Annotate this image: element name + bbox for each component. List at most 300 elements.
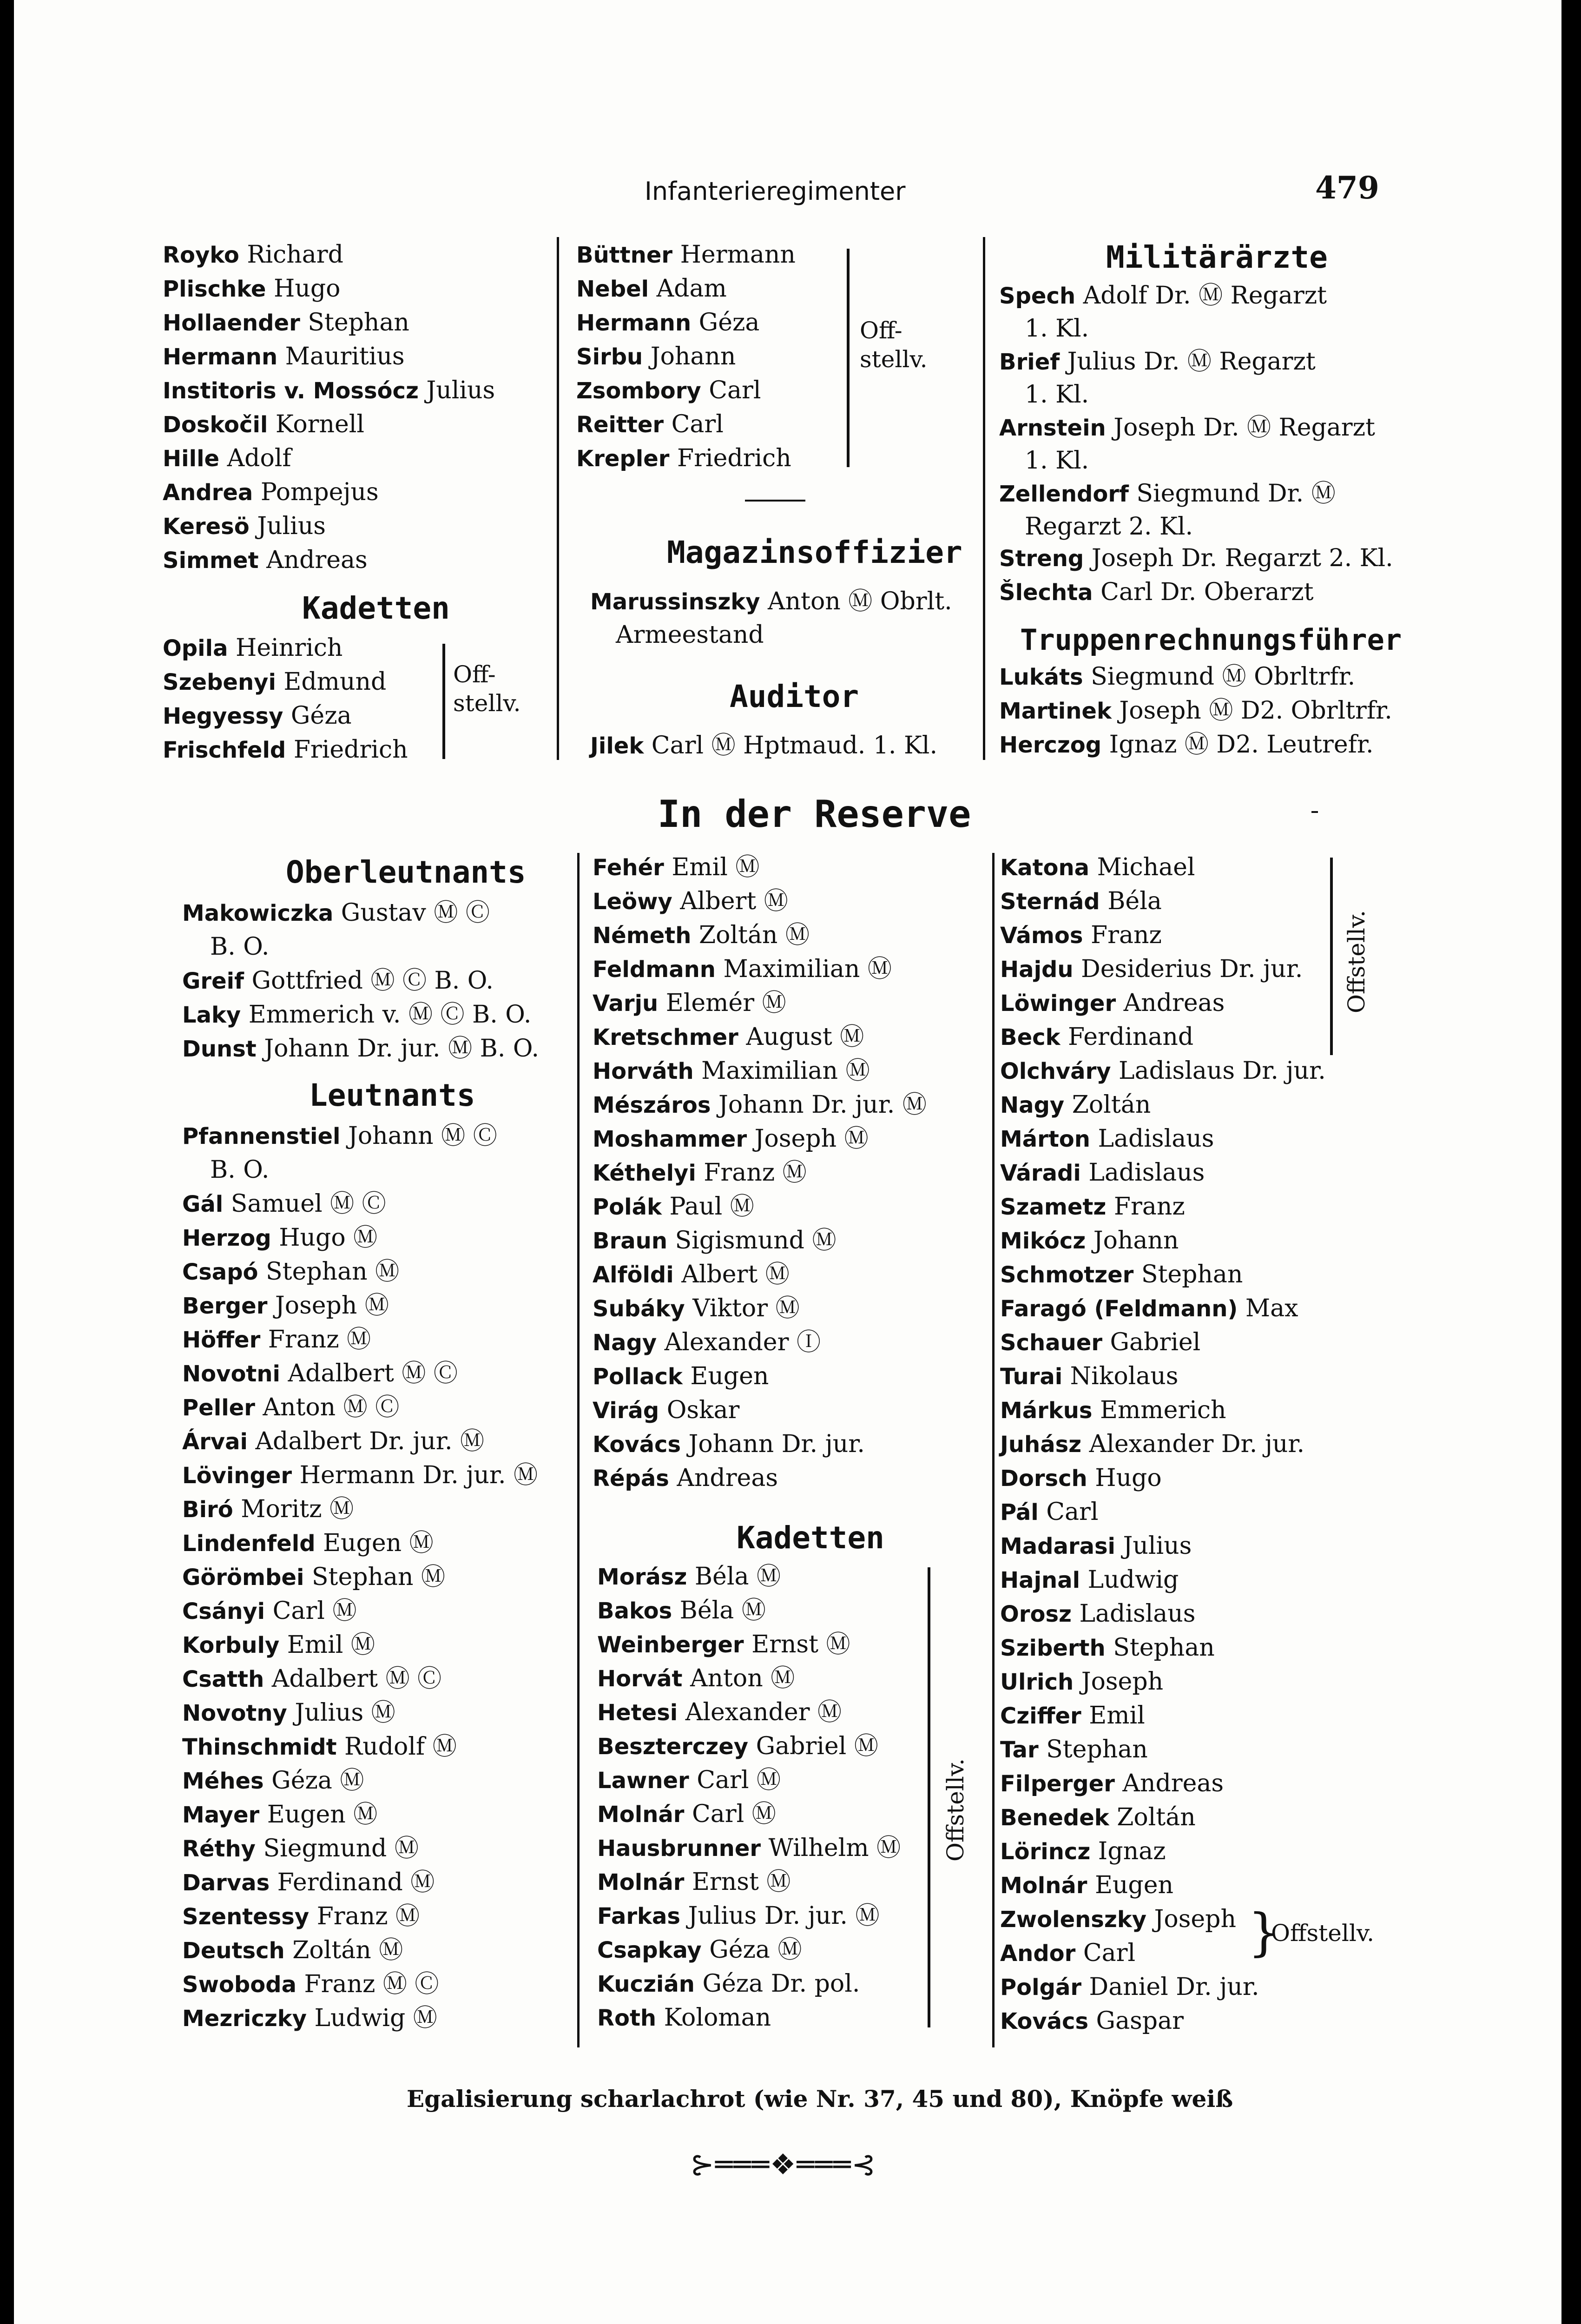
surname: Schauer <box>1000 1330 1102 1356</box>
bottom-group-note: Offstellv. <box>1271 1920 1375 1947</box>
list-item <box>1000 918 1162 952</box>
surname: Filperger <box>1000 1771 1115 1797</box>
given-name: Joseph Ⓜ <box>747 1125 869 1153</box>
doctor-surname: Arnstein <box>999 415 1106 441</box>
truppen-heading: Truppenrechnungsführer <box>1020 623 1402 657</box>
given-name: Gustav Ⓜ Ⓒ <box>333 899 490 927</box>
list-item <box>182 1560 445 1594</box>
surname: Hetesi <box>597 1700 678 1726</box>
list-item <box>182 1492 354 1526</box>
given-name: Stephan Ⓜ <box>258 1258 400 1286</box>
doctor-entry <box>999 345 1316 379</box>
surname: Lövinger <box>182 1463 292 1489</box>
surname: Bakos <box>597 1598 672 1624</box>
list-item <box>597 1628 850 1662</box>
given-name: Friedrich <box>286 736 408 764</box>
list-item <box>163 306 409 340</box>
list-item <box>597 1933 802 1967</box>
given-name: Andreas <box>1114 1769 1224 1797</box>
list-item <box>1000 1360 1178 1393</box>
kadetten-list-col1 <box>163 631 441 771</box>
given-name: Friedrich <box>669 444 791 472</box>
surname: Molnár <box>597 1802 685 1828</box>
surname: Nebel <box>576 276 649 302</box>
surname: Váradi <box>1000 1160 1081 1186</box>
list-item <box>182 1323 371 1357</box>
given-name: Ferdinand Ⓜ <box>270 1868 435 1896</box>
given-name: Andreas <box>1116 989 1225 1017</box>
surname: Morász <box>597 1564 687 1590</box>
surname: Pollack <box>593 1364 683 1390</box>
paymaster-details: Joseph Ⓜ D2. Obrltrfr. <box>1111 697 1392 725</box>
doctor-surname: Šlechta <box>999 580 1093 606</box>
doctor-details: Adolf Dr. Ⓜ Regarzt <box>1075 282 1327 310</box>
list-item <box>1000 1902 1236 1936</box>
list-item <box>576 442 791 475</box>
list-item <box>1000 1393 1226 1427</box>
given-name: Stephan <box>1105 1634 1215 1662</box>
surname: Virág <box>593 1398 659 1424</box>
list-item <box>593 1020 864 1054</box>
surname: Varju <box>593 990 659 1017</box>
list-item <box>1000 1936 1135 1970</box>
list-item <box>1000 1868 1173 1902</box>
list-item <box>1000 2004 1184 2038</box>
list-item <box>182 1526 434 1560</box>
given-name: Franz Ⓜ <box>696 1159 807 1187</box>
given-name: Ladislaus <box>1090 1125 1214 1153</box>
militaeraerzte-heading: Militärärzte <box>1106 239 1328 275</box>
list-item <box>593 885 788 918</box>
list-item <box>1000 885 1162 918</box>
list-item <box>1000 1122 1214 1156</box>
surname: Laky <box>182 1002 241 1028</box>
given-name: Julius Dr. jur. Ⓜ <box>680 1902 880 1930</box>
surname: Márkus <box>1000 1398 1093 1424</box>
given-name: Rudolf Ⓜ <box>336 1733 457 1761</box>
surname: Keresö <box>163 514 250 540</box>
surname: Hegyessy <box>163 703 283 729</box>
column-rule-2-bottom <box>992 853 995 2047</box>
given-name: Gaspar <box>1088 2007 1184 2035</box>
magazin-rank: Obrlt. <box>880 588 952 615</box>
given-name: Pompejus <box>253 478 379 506</box>
surname: Kéthelyi <box>593 1160 696 1186</box>
paymaster-list <box>999 660 1394 767</box>
list-item <box>182 1832 419 1866</box>
given-name: Julius <box>249 512 326 540</box>
list-item <box>597 1967 860 2001</box>
given-name: Eugen <box>1087 1871 1173 1899</box>
surname: Réthy <box>182 1836 256 1862</box>
list-item <box>593 1122 869 1156</box>
doctor-entry <box>999 575 1313 609</box>
surname: Feldmann <box>593 957 716 983</box>
list-item <box>182 1662 441 1696</box>
list-item <box>182 1730 457 1764</box>
given-name: Wilhelm Ⓜ <box>761 1834 901 1862</box>
list-item <box>182 1425 484 1459</box>
short-tick <box>1311 811 1318 813</box>
given-name: Adam <box>649 275 727 303</box>
magazin-heading: Magazinsoffizier <box>667 535 962 570</box>
given-name: Mauritius <box>277 343 405 370</box>
given-name: Eugen Ⓜ <box>259 1801 378 1829</box>
auditor-rank: Hptmaud. 1. Kl. <box>743 732 937 759</box>
list-item <box>597 1899 879 1933</box>
given-name: Adalbert Ⓜ Ⓒ <box>280 1360 458 1387</box>
surname: Löwinger <box>1000 990 1116 1017</box>
list-item <box>593 1156 807 1190</box>
surname: Leöwy <box>593 889 672 915</box>
kadetten-vertical-note: Offstellv. <box>942 1758 969 1862</box>
surname: Gál <box>182 1191 224 1217</box>
surname: Pál <box>1000 1499 1039 1525</box>
list-item <box>163 442 291 475</box>
auditor-heading: Auditor <box>730 679 859 714</box>
m-symbol: Ⓜ <box>848 588 873 615</box>
list-item <box>597 2001 771 2035</box>
list-item <box>163 733 408 767</box>
list-item <box>1000 1631 1215 1665</box>
page-edge <box>1567 0 1581 2324</box>
surname: Korbuly <box>182 1632 280 1658</box>
surname: Kovács <box>1000 2008 1089 2034</box>
given-name: Hugo <box>1087 1464 1162 1492</box>
given-name: Franz <box>1083 921 1162 949</box>
list-item <box>576 306 759 340</box>
list-item <box>597 1763 781 1797</box>
given-name: Gabriel Ⓜ <box>748 1732 878 1760</box>
brace-col2 <box>847 249 850 467</box>
surname: Görömbei <box>182 1565 304 1591</box>
given-name: Koloman <box>656 2004 771 2032</box>
note-line-1: Off- <box>453 661 496 688</box>
doctor-details: Joseph Dr. Regarzt 2. Kl. <box>1091 544 1393 572</box>
running-title: Infanterieregimenter <box>645 177 906 206</box>
list-item <box>1000 1020 1193 1054</box>
surname: Faragó (Feldmann) <box>1000 1296 1238 1322</box>
given-name: Emmerich v. Ⓜ Ⓒ B. O. <box>241 1001 532 1029</box>
list-item <box>182 1391 399 1425</box>
paymaster-surname: Herczog <box>999 732 1102 758</box>
magazin-surname: Marussinszky <box>590 589 760 615</box>
list-item <box>163 699 352 733</box>
list-item <box>1000 1665 1163 1699</box>
list-item <box>1000 952 1303 986</box>
surname: Polák <box>593 1194 662 1220</box>
surname: Hajnal <box>1000 1567 1080 1593</box>
given-name: Adalbert Dr. jur. Ⓜ <box>247 1427 485 1455</box>
given-name: Géza <box>691 309 760 337</box>
list-item <box>1000 1563 1179 1597</box>
list-item <box>597 1560 781 1594</box>
surname: Szebenyi <box>163 669 276 695</box>
given-name: Ludwig Ⓜ <box>306 2004 437 2032</box>
given-name: Viktor Ⓜ <box>685 1294 800 1322</box>
list-item <box>1000 1427 1304 1461</box>
paymaster-surname: Martinek <box>999 698 1112 724</box>
given-name: Emil Ⓜ <box>664 853 760 881</box>
given-name: Moritz Ⓜ <box>233 1495 354 1523</box>
oberleutnants-heading: Oberleutnants <box>286 854 526 890</box>
given-name: B. O. <box>210 933 270 961</box>
surname: Greif <box>182 968 244 994</box>
surname: Horváth <box>593 1058 694 1084</box>
list-item <box>1000 1801 1196 1835</box>
surname: Fehér <box>593 855 664 881</box>
doctor-surname: Zellendorf <box>999 481 1129 507</box>
surname: Szametz <box>1000 1194 1107 1220</box>
doctor-surname: Streng <box>999 546 1084 572</box>
given-name: Zoltán Ⓜ <box>284 1936 403 1964</box>
surname: Berger <box>182 1293 268 1319</box>
surname: Molnár <box>597 1869 685 1895</box>
list-item <box>593 1054 870 1088</box>
surname: Tar <box>1000 1737 1039 1763</box>
doctor-details: Carl Dr. Oberarzt <box>1100 578 1314 606</box>
surname: Moshammer <box>593 1126 747 1152</box>
surname: Schmotzer <box>1000 1262 1134 1288</box>
given-name: Gabriel <box>1102 1328 1201 1356</box>
given-name: Joseph <box>1074 1668 1164 1696</box>
surname: Biró <box>182 1497 233 1523</box>
officer-list-col1 <box>163 238 562 582</box>
surname: Csatth <box>182 1666 264 1692</box>
list-item <box>576 272 727 306</box>
given-name: Johann Ⓜ Ⓒ <box>340 1122 497 1150</box>
given-name: Ladislaus Dr. jur. <box>1111 1057 1326 1085</box>
given-name: Géza <box>283 702 352 730</box>
surname: Zsombory <box>576 378 701 404</box>
doctor-details: Joseph Dr. Ⓜ Regarzt <box>1106 414 1375 442</box>
list-item <box>182 1119 497 1153</box>
surname: Subáky <box>593 1296 685 1322</box>
surname: Olchváry <box>1000 1058 1111 1084</box>
auditor-surname: Jilek <box>590 733 644 759</box>
surname: Hajdu <box>1000 957 1074 983</box>
surname: Nagy <box>593 1330 657 1356</box>
brace-col2-kadetten <box>928 1567 930 2027</box>
given-name: Ladislaus <box>1080 1159 1205 1187</box>
surname: Sirbu <box>576 344 643 370</box>
surname: Répás <box>593 1466 669 1492</box>
given-name: Carl Ⓜ <box>265 1597 357 1625</box>
surname: Dorsch <box>1000 1466 1087 1492</box>
paymaster-details: Ignaz Ⓜ D2. Leutrefr. <box>1101 731 1374 759</box>
doctors-list <box>999 279 1394 558</box>
given-name: Ignaz <box>1090 1837 1166 1865</box>
surname: Reitter <box>576 412 664 438</box>
given-name: Carl Ⓜ <box>689 1766 781 1794</box>
surname: Peller <box>182 1395 255 1421</box>
page-number: 479 <box>1315 170 1379 206</box>
surname: Kuczián <box>597 1971 695 1997</box>
doctor-entry <box>999 411 1375 445</box>
auditor-firstname: Carl <box>651 732 704 759</box>
list-item <box>593 1088 927 1122</box>
given-name: Ferdinand <box>1060 1023 1194 1051</box>
given-name: Siegmund Ⓜ <box>255 1835 419 1862</box>
surname: Sziberth <box>1000 1635 1106 1661</box>
list-item <box>163 509 326 543</box>
list-item <box>576 340 736 374</box>
given-name: Béla <box>1100 887 1162 915</box>
given-name: Alexander Dr. jur. <box>1081 1430 1305 1458</box>
note-col2 <box>860 316 928 374</box>
given-name: Franz Ⓜ <box>309 1902 420 1930</box>
list-item <box>1000 1495 1099 1529</box>
list-item <box>182 1866 435 1900</box>
list-item <box>182 896 490 930</box>
list-item <box>210 930 269 964</box>
list-item <box>1000 1597 1195 1631</box>
given-name: Maximilian Ⓜ <box>693 1057 870 1085</box>
list-item <box>163 665 386 699</box>
short-rule <box>745 500 805 502</box>
list-item <box>182 1289 389 1323</box>
list-item <box>1000 1054 1326 1088</box>
given-name: Joseph Ⓜ <box>267 1292 389 1320</box>
given-name: Emil Ⓜ <box>279 1631 375 1659</box>
given-name: Ludwig <box>1080 1566 1179 1594</box>
list-item <box>163 340 405 374</box>
given-name: Franz <box>1106 1193 1185 1221</box>
column-rule-1-top <box>557 237 559 760</box>
doctor-entry-line2: Regarzt 2. Kl. <box>1025 513 1193 541</box>
note-line-2: stellv. <box>453 690 521 717</box>
given-name: Johann Dr. jur. Ⓜ B. O. <box>256 1035 540 1063</box>
list-item <box>163 238 343 272</box>
given-name: Ernst Ⓜ <box>744 1631 850 1658</box>
list-item <box>182 1032 539 1066</box>
column-rule-1-bottom <box>577 853 580 2047</box>
list-item <box>163 374 495 408</box>
list-item <box>597 1662 795 1696</box>
given-name: Albert Ⓜ <box>673 1261 790 1288</box>
kadetten-list-col2 <box>597 1560 992 2048</box>
kadetten-heading-col1: Kadetten <box>302 590 450 626</box>
list-item <box>593 1427 865 1461</box>
paymaster-surname: Lukáts <box>999 664 1083 690</box>
list-item <box>593 1326 821 1360</box>
surname: Csányi <box>182 1598 265 1624</box>
list-item <box>182 964 494 998</box>
reserve-list-col3 <box>1000 851 1404 2059</box>
list-item <box>593 918 810 952</box>
list-item <box>182 1628 375 1662</box>
list-item <box>182 1764 364 1798</box>
given-name: Anton Ⓜ <box>682 1664 795 1692</box>
surname: Benedek <box>1000 1805 1109 1831</box>
surname: Polgár <box>1000 1974 1082 2000</box>
list-item <box>593 1292 800 1326</box>
list-item <box>1000 1190 1185 1224</box>
list-item <box>597 1696 842 1730</box>
given-name: Johann Dr. jur. <box>681 1430 865 1458</box>
surname: Plischke <box>163 276 266 302</box>
doctor-details: Siegmund Dr. Ⓜ <box>1128 480 1336 508</box>
doctor-entry <box>999 477 1336 511</box>
surname: Molnár <box>1000 1873 1087 1899</box>
brace-col1-kadetten <box>442 644 445 759</box>
paymaster-entry <box>999 694 1392 728</box>
given-name: Max <box>1238 1294 1298 1322</box>
given-name: Ernst Ⓜ <box>684 1868 791 1896</box>
list-item <box>1000 1461 1162 1495</box>
surname: Mayer <box>182 1802 260 1828</box>
list-item <box>163 408 364 442</box>
list-item <box>182 1187 386 1221</box>
surname: Mezriczky <box>182 2006 307 2032</box>
surname: Lawner <box>597 1768 689 1794</box>
given-name: Albert Ⓜ <box>672 887 788 915</box>
given-name: Franz Ⓜ <box>260 1326 371 1353</box>
list-item <box>182 1255 399 1289</box>
list-item <box>593 1393 739 1427</box>
doctor-entry <box>999 541 1393 575</box>
surname: Farkas <box>597 1903 680 1929</box>
given-name: Oskar <box>659 1396 740 1424</box>
list-item <box>576 408 724 442</box>
list-item <box>163 475 379 509</box>
list-item <box>593 1258 790 1292</box>
doctor-entry-line2: 1. Kl. <box>1025 447 1089 475</box>
given-name: Béla Ⓜ <box>672 1597 766 1624</box>
list-item <box>597 1865 790 1899</box>
list-item <box>1000 1292 1298 1326</box>
note-line-1: Off- <box>860 317 902 344</box>
given-name: Carl <box>664 410 724 438</box>
surname: Krepler <box>576 446 670 472</box>
given-name: Julius <box>418 376 495 404</box>
paymaster-entry <box>999 660 1355 694</box>
surname: Zwolenszky <box>1000 1907 1147 1933</box>
surname: Höffer <box>182 1327 261 1353</box>
surname: Simmet <box>163 548 259 574</box>
surname: Alföldi <box>593 1262 674 1288</box>
list-item <box>597 1797 776 1831</box>
surname: Doskočil <box>163 412 268 438</box>
list-item <box>182 1696 395 1730</box>
list-item <box>163 543 368 577</box>
footer-note: Egalisierung scharlachrot (wie Nr. 37, 45 und 80), Knöpfe weiß <box>407 2085 1233 2113</box>
surname: Nagy <box>1000 1092 1065 1118</box>
officer-list-col2 <box>576 238 855 480</box>
list-item <box>1000 1699 1145 1733</box>
surname: Beszterczey <box>597 1734 749 1760</box>
surname: Hille <box>163 446 220 472</box>
given-name: Stephan Ⓜ <box>304 1563 446 1591</box>
given-name: Julius <box>1115 1532 1192 1560</box>
list-item <box>182 1967 439 2001</box>
oberleutnants-list <box>182 896 568 1068</box>
given-name: Ladislaus <box>1071 1600 1196 1628</box>
doctor-surname: Spech <box>999 283 1076 309</box>
given-name: Géza Dr. pol. <box>694 1970 860 1998</box>
surname: Beck <box>1000 1024 1061 1050</box>
surname: Frischfeld <box>163 737 286 763</box>
surname: Andrea <box>163 480 253 506</box>
surname: Novotni <box>182 1361 280 1387</box>
given-name: Carl <box>701 376 761 404</box>
list-item <box>163 631 343 665</box>
surname: Büttner <box>576 242 673 268</box>
given-name: Zoltán Ⓜ <box>691 921 810 949</box>
surname: Novotny <box>182 1700 287 1726</box>
given-name: Richard <box>239 241 343 269</box>
given-name: Samuel Ⓜ Ⓒ <box>223 1190 386 1218</box>
